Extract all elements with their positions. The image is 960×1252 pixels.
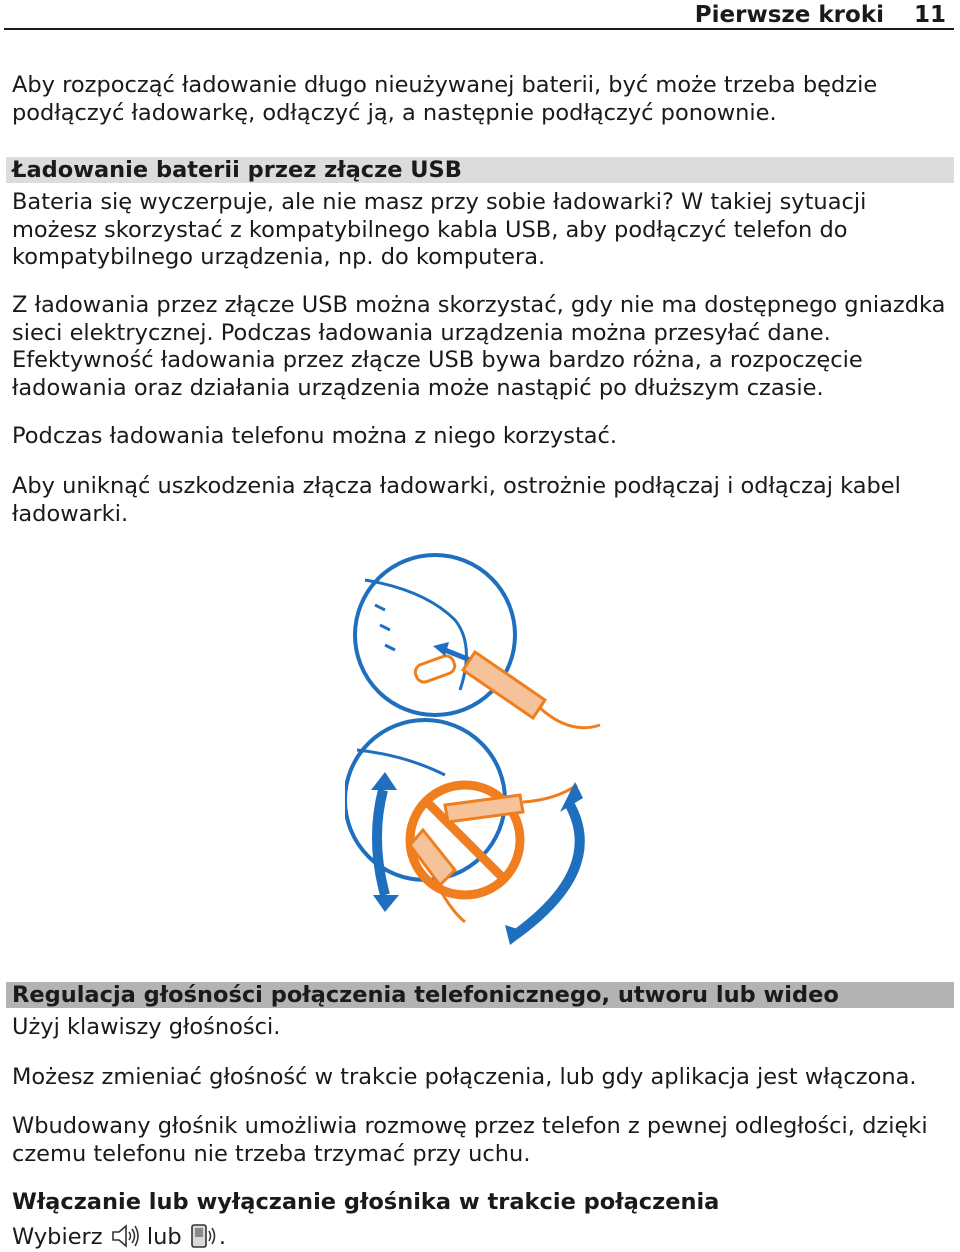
usb-paragraph-4: Aby uniknąć uszkodzenia złącza ładowarki, ostrożnie podłączaj i odłączaj kabel ładowarki. xyxy=(12,473,901,527)
section-band-usb xyxy=(6,157,954,183)
speaker-instruction xyxy=(12,1222,952,1252)
select-word: Wybierz xyxy=(12,1224,103,1250)
volume-paragraph-3: Wbudowany głośnik umożliwia rozmowę przez telefon z pewnej odległości, dzięki czemu telefonu nie trzeba trzymać przy uchu. xyxy=(12,1113,928,1167)
usb-paragraph-1: Bateria się wyczerpuje, ale nie masz przy sobie ładowarki? W takiej sytuacji możesz skorzystać z kompatybilnego kabla USB, aby podłączyć telefon do kompatybilnego urządzenia, np. do komputera. xyxy=(12,189,867,270)
section-band-volume xyxy=(6,982,954,1008)
speaker-icon[interactable] xyxy=(110,1222,140,1250)
usb-paragraph-2: Z ładowania przez złącze USB można skorzystać, gdy nie ma dostępnego gniazdka sieci elektrycznej. Podczas ładowania urządzenia można przesyłać dane. Efektywność ładowania przez złącze USB bywa bardzo różna, a rozpoczęcie ładowania oraz działania urządzenia może nastąpić po dłuższym czasie. xyxy=(12,292,946,401)
volume-paragraph-2: Możesz zmieniać głośność w trakcie połączenia, lub gdy aplikacja jest włączona. xyxy=(12,1064,917,1090)
sentence-end: . xyxy=(218,1224,227,1250)
or-word: lub xyxy=(146,1224,182,1250)
volume-paragraph-1: Użyj klawiszy głośności. xyxy=(12,1014,281,1040)
page-header xyxy=(4,0,954,30)
correct-connection-illustration xyxy=(355,555,600,728)
header-section-title: Pierwsze kroki xyxy=(694,2,884,28)
intro-paragraph: Aby rozpocząć ładowanie długo nieużywanej baterii, być może trzeba będzie podłączyć ładowarkę, odłączyć ją, a następnie podłączyć ponownie. xyxy=(12,72,878,126)
incorrect-connection-illustration xyxy=(345,720,583,945)
page-number: 11 xyxy=(913,2,946,28)
section-title-volume: Regulacja głośności połączenia telefonicznego, utworu lub wideo xyxy=(12,982,839,1008)
section-title-usb: Ładowanie baterii przez złącze USB xyxy=(12,157,462,183)
usb-connection-illustration xyxy=(345,550,615,950)
handset-icon[interactable] xyxy=(189,1222,219,1250)
usb-paragraph-3: Podczas ładowania telefonu można z niego korzystać. xyxy=(12,423,618,449)
speaker-heading: Włączanie lub wyłączanie głośnika w trakcie połączenia xyxy=(12,1189,720,1215)
